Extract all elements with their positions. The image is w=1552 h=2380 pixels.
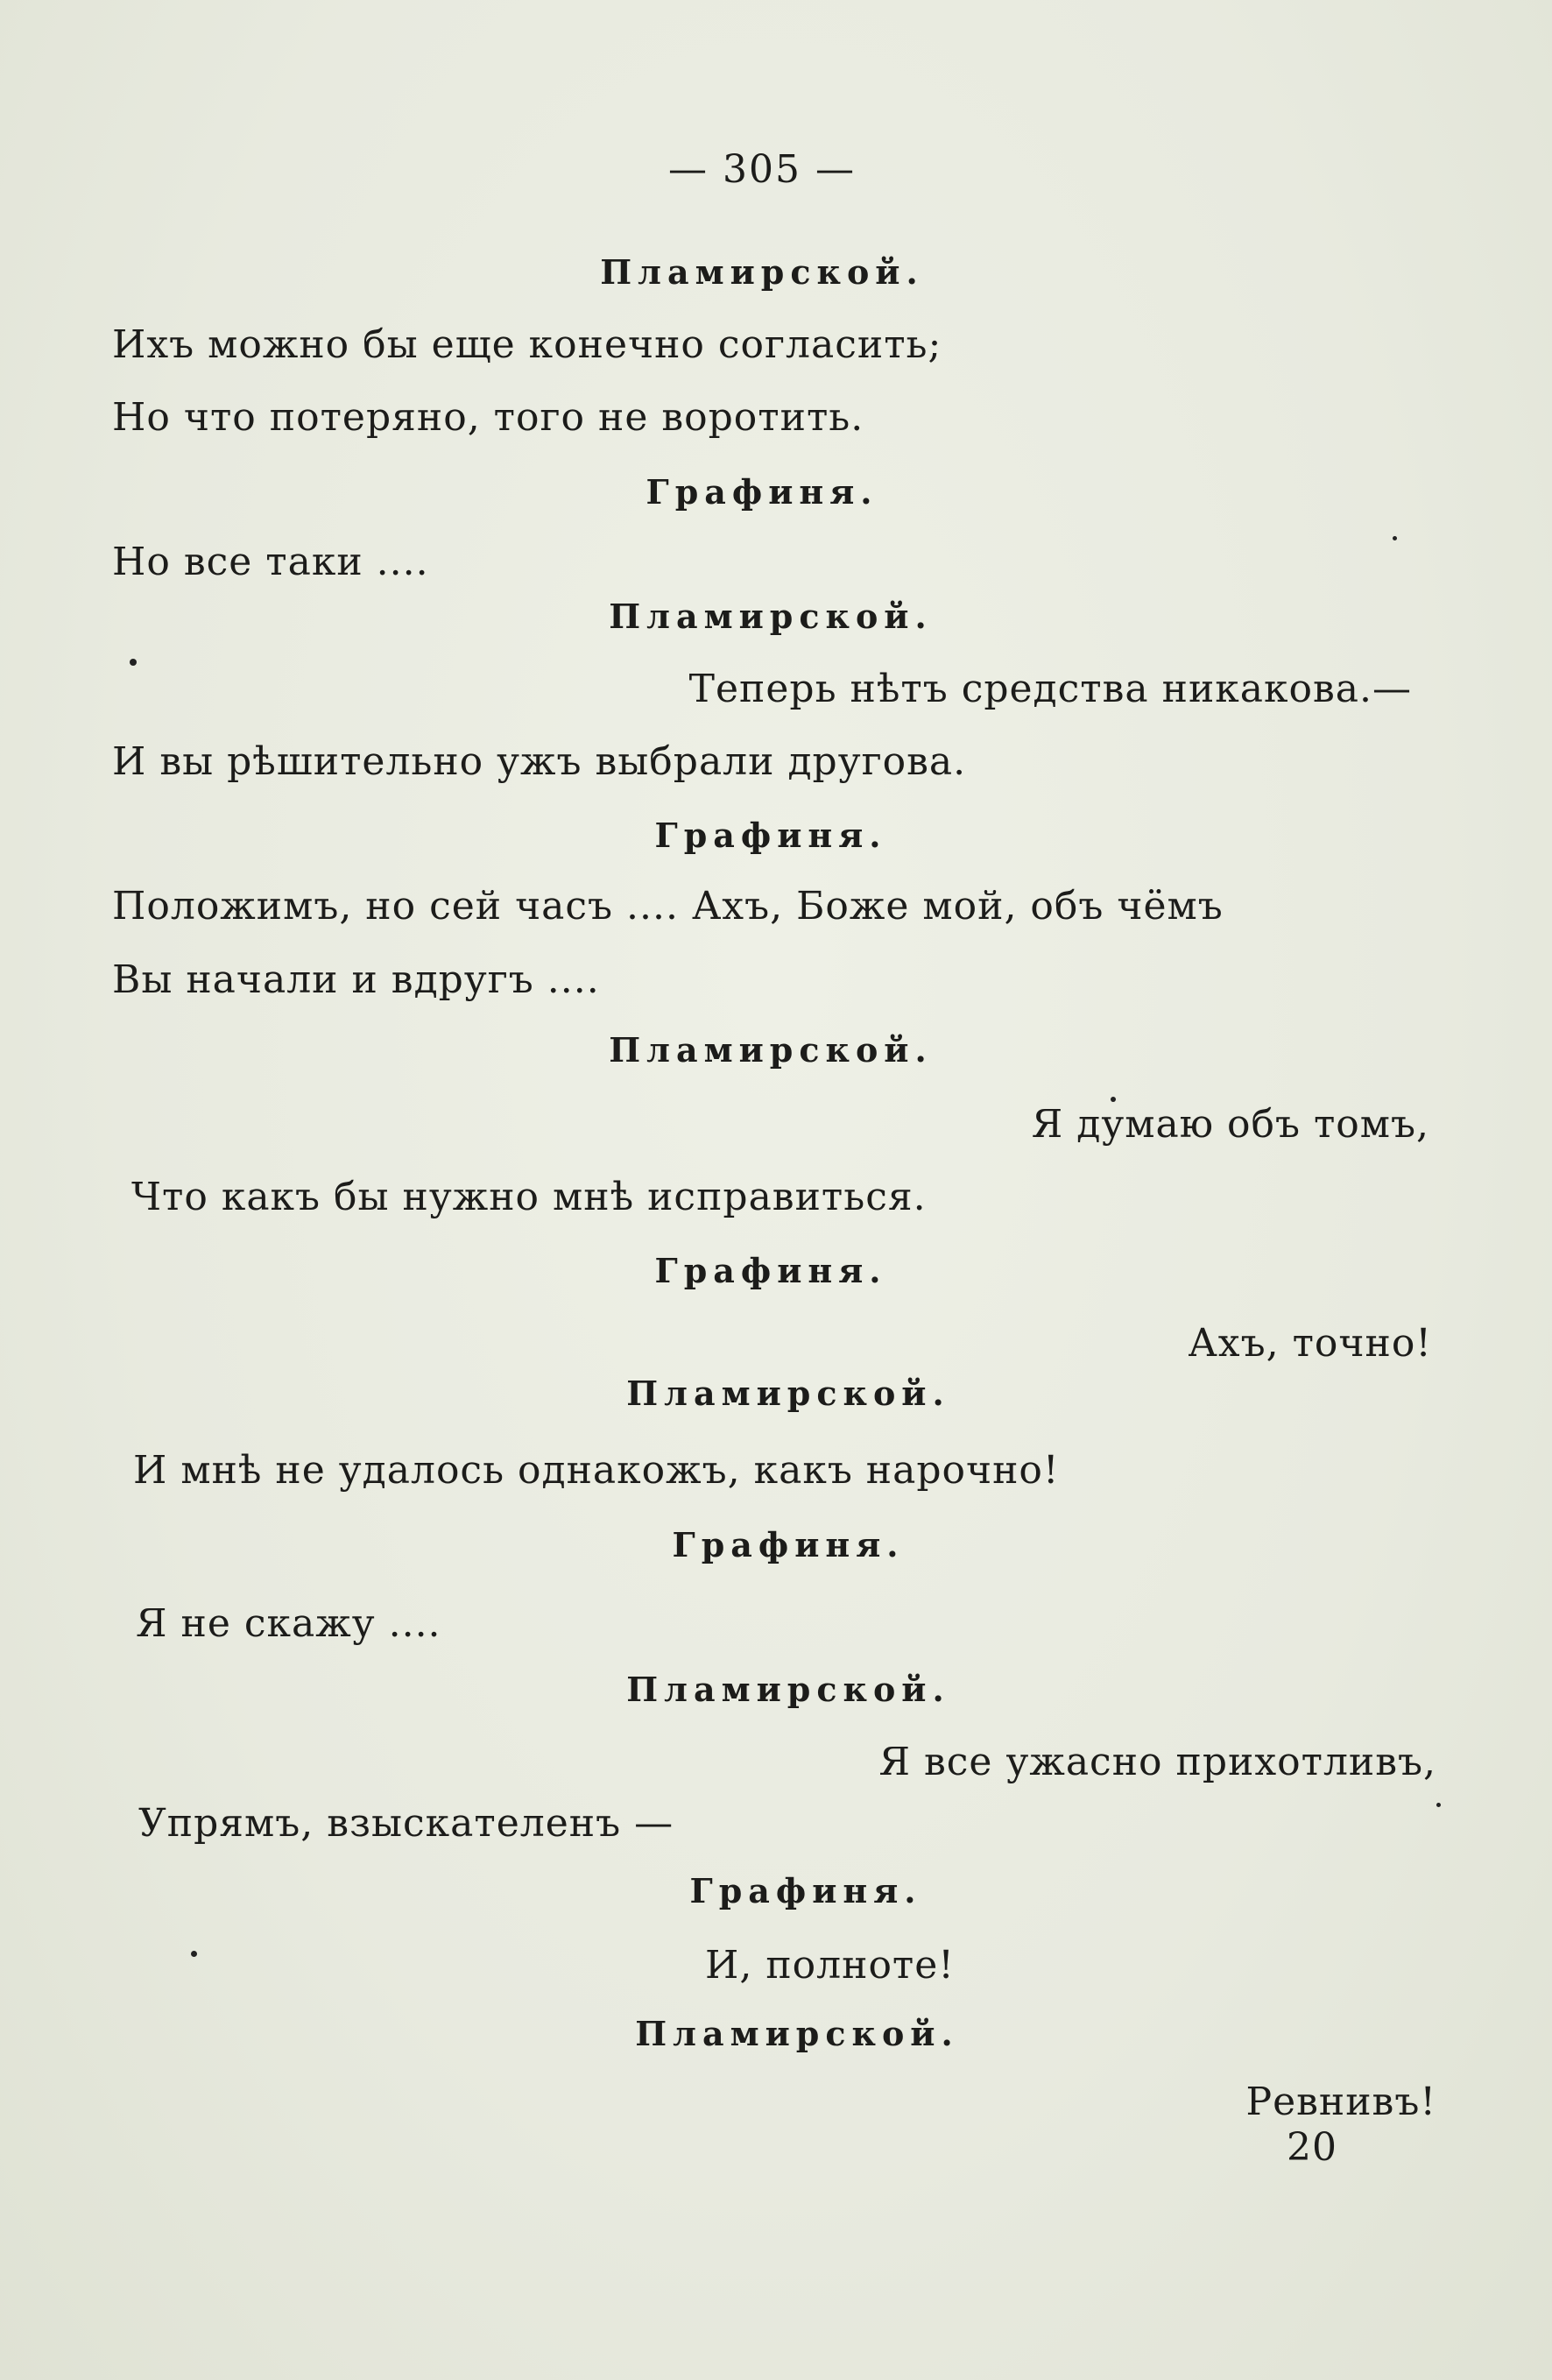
speaker-heading: Графиня. <box>672 1525 905 1564</box>
speaker-heading: Пламирской. <box>635 2014 959 2053</box>
speaker-heading: Пламирской. <box>609 597 933 636</box>
ink-speck <box>191 1951 197 1957</box>
verse-line: Ревнивъ! <box>1245 2080 1436 2124</box>
verse-line: Ихъ можно бы еще конечно согласить; <box>112 322 942 367</box>
ink-speck <box>130 659 137 666</box>
verse-line: Я не скажу .... <box>136 1601 441 1646</box>
speaker-heading: Пламирской. <box>626 1374 950 1413</box>
verse-line: Положимъ, но сей часъ .... Ахъ, Боже мой, объ чёмъ <box>112 884 1224 929</box>
verse-line: И вы рѣшительно ужъ выбрали другова. <box>112 739 967 784</box>
ink-speck <box>1393 536 1397 540</box>
speaker-heading: Пламирской. <box>600 252 924 292</box>
verse-line: Вы начали и вдругъ .... <box>112 957 600 1002</box>
page-number: — 305 — <box>668 147 856 192</box>
verse-line: Ахъ, точно! <box>1188 1321 1432 1366</box>
speaker-heading: Графиня. <box>654 1251 887 1290</box>
speaker-heading: Графиня. <box>645 472 878 512</box>
speaker-heading: Пламирской. <box>626 1670 950 1709</box>
speaker-heading: Пламирской. <box>609 1030 933 1070</box>
verse-line: Теперь нѣтъ средства никакова.— <box>688 667 1412 711</box>
verse-line: И, полноте! <box>705 1943 955 1988</box>
ink-speck <box>1436 1803 1441 1807</box>
speaker-heading: Графиня. <box>689 1871 922 1910</box>
signature-mark: 20 <box>1287 2125 1337 2170</box>
verse-line: Что какъ бы нужно мнѣ исправиться. <box>131 1175 927 1219</box>
verse-line: Но что потеряно, того не воротить. <box>112 395 864 440</box>
verse-line: Но все таки .... <box>112 540 429 584</box>
verse-line: Упрямъ, взыскателенъ — <box>138 1801 674 1846</box>
verse-line: Я все ужасно прихотливъ, <box>878 1740 1436 1784</box>
verse-line: И мнѣ не удалось однакожъ, какъ нарочно! <box>133 1448 1060 1493</box>
speaker-heading: Графиня. <box>654 816 887 855</box>
ink-speck <box>1111 1097 1116 1102</box>
verse-line: Я думаю объ томъ, <box>1031 1102 1429 1147</box>
